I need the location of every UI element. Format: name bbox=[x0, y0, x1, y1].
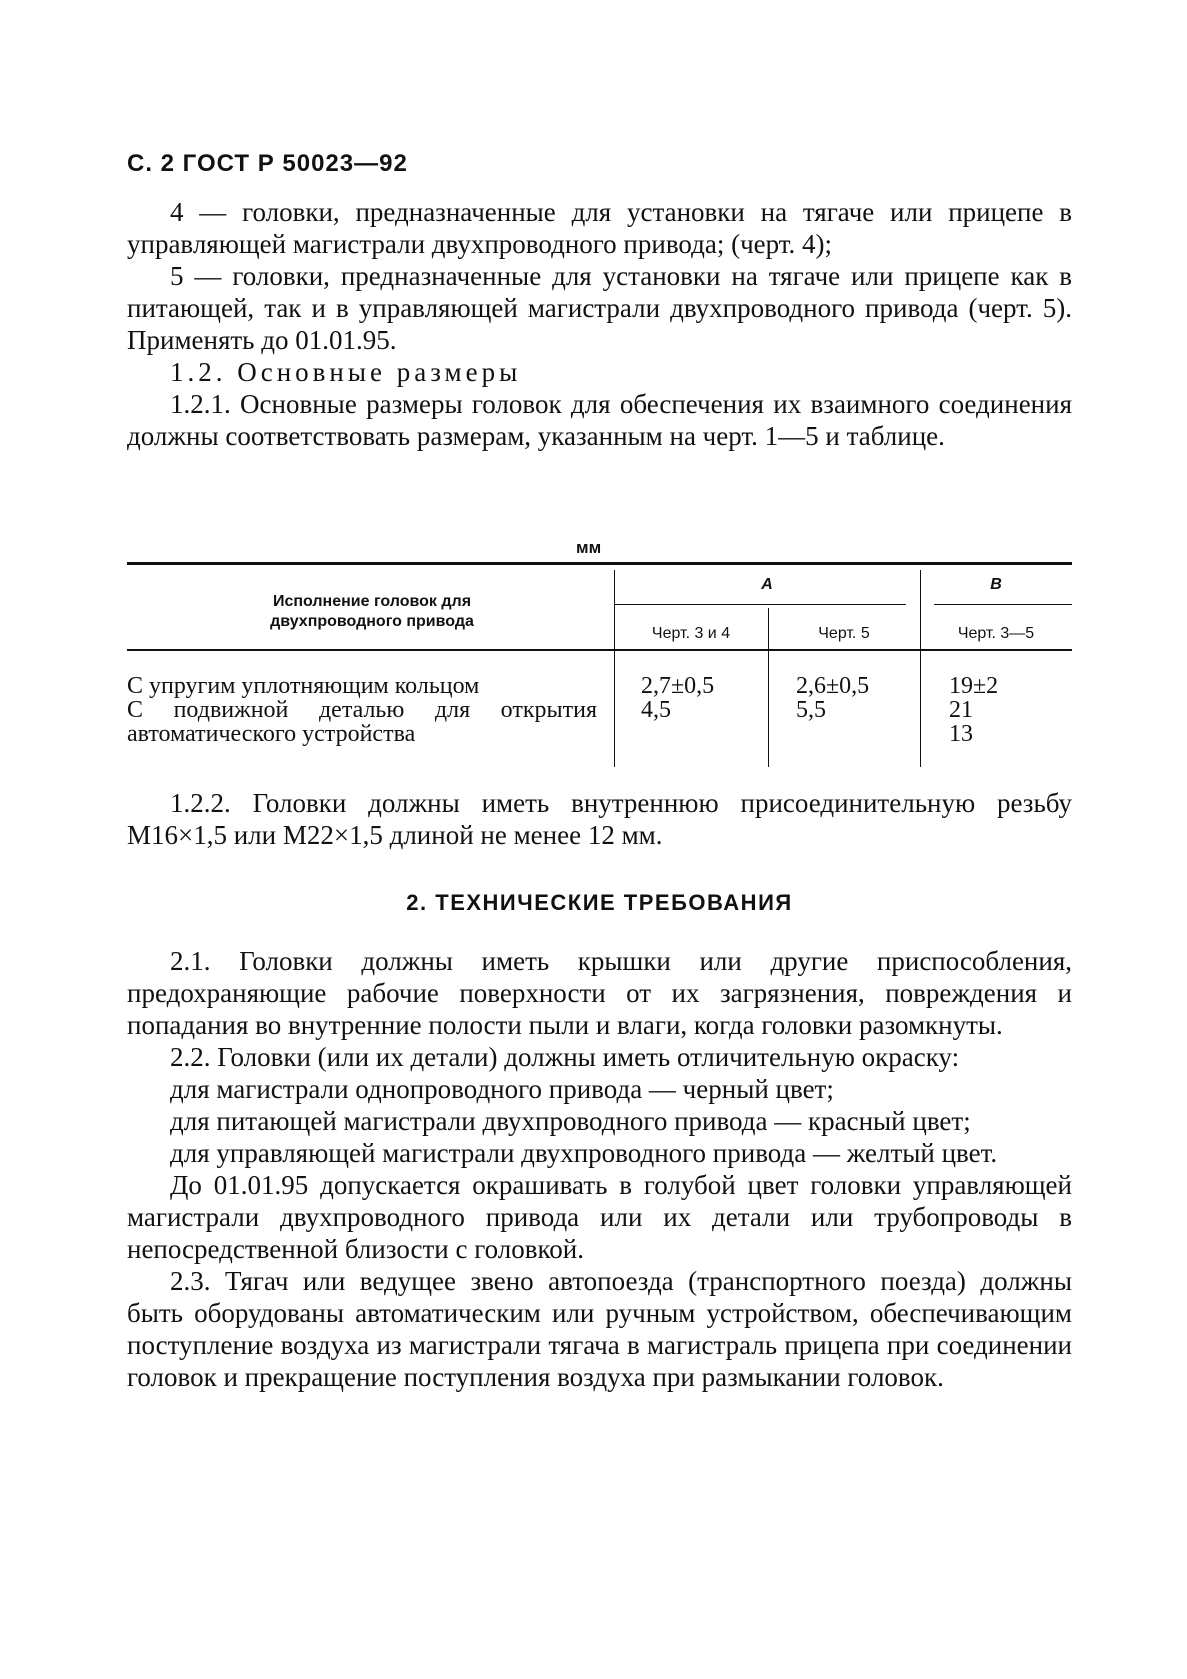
row-3-b: 13 bbox=[949, 721, 973, 747]
paragraph-2-1: 2.1. Головки должны иметь крышки или другие приспособления, предохраняющие рабочие поверхности от их загрязнения, повреждения и попадания во внутренние полости пыли и влаги, когда головки разомкнуты. bbox=[127, 946, 1072, 1040]
table-vline-1 bbox=[614, 570, 615, 767]
paragraph-1-2-1: 1.2.1. Основные размеры головок для обеспечения их взаимного соединения должны соответствовать размерам, указанным на черт. 1—5 и таблице. bbox=[127, 389, 1072, 451]
color-item-red: для питающей магистрали двухпроводного привода — красный цвет; bbox=[170, 1106, 971, 1136]
group-a-rule bbox=[614, 604, 906, 605]
header-sheet-5: Черт. 5 bbox=[818, 625, 870, 642]
header-group-b: B bbox=[990, 576, 1002, 593]
subsection-title: 1.2. Основные размеры bbox=[170, 357, 522, 387]
intro-block bbox=[127, 196, 1072, 452]
section-2-body bbox=[127, 945, 1072, 1393]
table-unit: мм bbox=[576, 538, 602, 557]
section-2-title: 2. ТЕХНИЧЕСКИЕ ТРЕБОВАНИЯ bbox=[406, 890, 793, 915]
paragraph-2-3: 2.3. Тягач или ведущее звено автопоезда (транспортного поезда) должны быть оборудованы автоматическим или ручным устройством, обеспечивающим поступление воздуха из магистрали тягача в магистраль прицепа при соединении головок и прекращение поступления воздуха при размыкании головок. bbox=[127, 1266, 1072, 1392]
header-execution: Исполнение головок для двухпроводного привода bbox=[270, 593, 474, 630]
page-header: С. 2 ГОСТ Р 50023—92 bbox=[127, 150, 408, 177]
header-group-a: A bbox=[761, 576, 773, 593]
color-item-yellow: для управляющей магистрали двухпроводного привода — желтый цвет. bbox=[170, 1138, 998, 1168]
header-sheet-3-5: Черт. 3—5 bbox=[957, 625, 1035, 642]
table-header-rule bbox=[127, 649, 1072, 651]
paragraph-2-2: 2.2. Головки (или их детали) должны иметь отличительную окраску: bbox=[170, 1042, 960, 1072]
row-2-name: С подвижной деталью для открытия автоматического устройства bbox=[127, 697, 597, 747]
group-b-rule bbox=[934, 604, 1072, 605]
row-2-b: 21 bbox=[949, 697, 973, 723]
row-2-a2: 5,5 bbox=[796, 697, 826, 723]
paragraph-1-2-2: 1.2.2. Головки должны иметь внутреннюю присоединительную резьбу М16×1,5 или М22×1,5 длиной не менее 12 мм. bbox=[127, 788, 1072, 850]
color-item-black: для магистрали однопроводного привода — черный цвет; bbox=[170, 1074, 834, 1104]
table-vline-3 bbox=[920, 570, 921, 767]
row-1-name: С упругим уплотняющим кольцом bbox=[127, 673, 480, 699]
row-1-a2: 2,6±0,5 bbox=[796, 673, 870, 699]
paragraph-blue-color: До 01.01.95 допускается окрашивать в голубой цвет головки управляющей магистрали двухпроводного привода или их детали или трубопроводы в непосредственной близости с головкой. bbox=[127, 1170, 1072, 1264]
header-sheet-3-4: Черт. 3 и 4 bbox=[651, 625, 731, 642]
intro-paragraph-5: 5 — головки, предназначенные для установки на тягаче или прицепе как в питающей, так и в управляющей магистрали двухпроводного привода (черт. 5). Применять до 01.01.95. bbox=[127, 261, 1072, 355]
row-1-a1: 2,7±0,5 bbox=[641, 673, 715, 699]
paragraph-1-2-2-block bbox=[127, 787, 1072, 851]
intro-paragraph-4: 4 — головки, предназначенные для установки на тягаче или прицепе в управляющей магистрали двухпроводного привода; (черт. 4); bbox=[127, 197, 1072, 259]
row-1-b: 19±2 bbox=[949, 673, 999, 699]
table-top-rule bbox=[127, 562, 1072, 565]
row-2-a1: 4,5 bbox=[641, 697, 671, 723]
dimensions-table bbox=[127, 562, 1072, 767]
